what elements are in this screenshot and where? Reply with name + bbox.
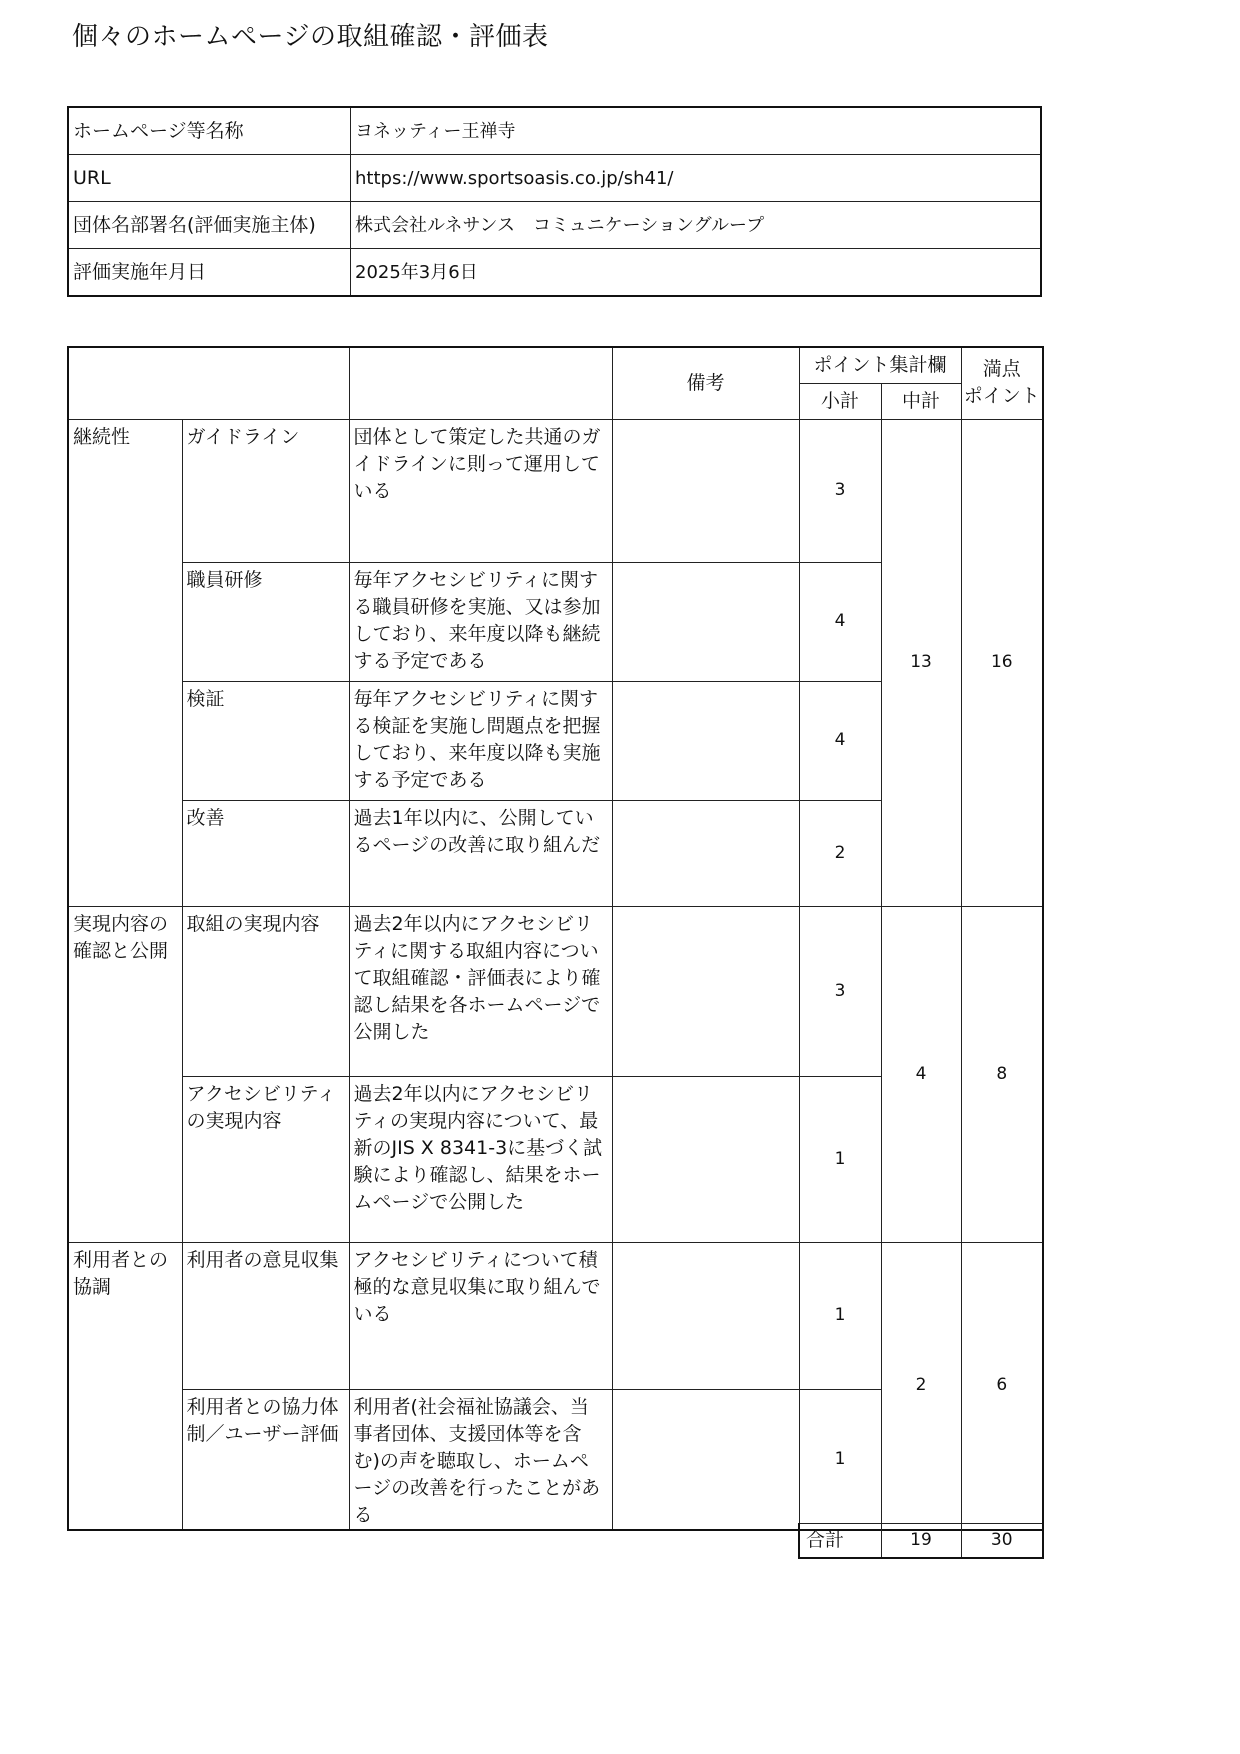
info-label: 団体名部署名(評価実施主体) (68, 202, 351, 249)
item-description: 団体として策定した共通のガイドラインに則って運用している (349, 419, 612, 562)
total-full-points: 30 (961, 1524, 1043, 1559)
info-value-organization: 株式会社ルネサンス コミュニケーショングループ (351, 202, 1042, 249)
total-midtotal: 19 (881, 1524, 961, 1559)
item-description: アクセシビリティについて積極的な意見収集に取り組んでいる (349, 1242, 612, 1389)
item-subtotal: 1 (799, 1076, 881, 1242)
info-label: URL (68, 155, 351, 202)
table-row (68, 419, 1043, 562)
item-name: 取組の実現内容 (182, 906, 349, 1076)
info-label: ホームページ等名称 (68, 107, 351, 155)
total-label: 合計 (799, 1524, 881, 1559)
item-remarks (612, 1076, 799, 1242)
item-description: 利用者(社会福祉協議会、当事者団体、支援団体等を含む)の声を聴取し、ホームページの改善を行ったことがある (349, 1389, 612, 1530)
item-name: ガイドライン (182, 419, 349, 562)
item-remarks (612, 419, 799, 562)
group-full-points: 16 (961, 419, 1043, 906)
header-remarks: 備考 (612, 347, 799, 419)
info-row-name (68, 107, 1041, 155)
item-name: 改善 (182, 800, 349, 906)
item-subtotal: 3 (799, 419, 881, 562)
info-row-url (68, 155, 1041, 202)
item-remarks (612, 562, 799, 681)
total-row (798, 1523, 1044, 1559)
item-remarks (612, 1389, 799, 1530)
item-description: 過去2年以内にアクセシビリティに関する取組内容について取組確認・評価表により確認し結果を各ホームページで公開した (349, 906, 612, 1076)
item-subtotal: 1 (799, 1242, 881, 1389)
item-name: 利用者の意見収集 (182, 1242, 349, 1389)
category-cell: 継続性 (68, 419, 182, 906)
item-remarks (612, 906, 799, 1076)
group-full-points: 8 (961, 906, 1043, 1242)
header-blank (68, 347, 349, 419)
item-name: 職員研修 (182, 562, 349, 681)
info-value-url: https://www.sportsoasis.co.jp/sh41/ (351, 155, 1042, 202)
info-value-homepage-name: ヨネッティー王禅寺 (351, 107, 1042, 155)
page-title: 個々のホームページの取組確認・評価表 (72, 22, 549, 52)
header-points-group: ポイント集計欄 (799, 347, 961, 383)
header-subtotal: 小計 (799, 383, 881, 419)
item-description: 過去1年以内に、公開しているページの改善に取り組んだ (349, 800, 612, 906)
item-subtotal: 1 (799, 1389, 881, 1530)
item-subtotal: 4 (799, 562, 881, 681)
item-remarks (612, 800, 799, 906)
info-value-date: 2025年3月6日 (351, 249, 1042, 297)
item-subtotal: 2 (799, 800, 881, 906)
header-midtotal: 中計 (881, 383, 961, 419)
item-remarks (612, 1242, 799, 1389)
item-subtotal: 4 (799, 681, 881, 800)
header-full-points (961, 347, 1043, 419)
info-row-organization (68, 202, 1041, 249)
item-name: 利用者との協力体制／ユーザー評価 (182, 1389, 349, 1530)
info-label: 評価実施年月日 (68, 249, 351, 297)
category-cell: 利用者との協調 (68, 1242, 182, 1530)
info-row-date (68, 249, 1041, 297)
info-table (67, 106, 1042, 297)
item-name: アクセシビリティの実現内容 (182, 1076, 349, 1242)
item-description: 毎年アクセシビリティに関する職員研修を実施、又は参加しており、来年度以降も継続する予定である (349, 562, 612, 681)
item-description: 毎年アクセシビリティに関する検証を実施し問題点を把握しており、来年度以降も実施する予定である (349, 681, 612, 800)
table-row (68, 1242, 1043, 1389)
group-midtotal: 13 (881, 419, 961, 906)
header-full-points-line2: ポイント (963, 385, 1040, 408)
item-subtotal: 3 (799, 906, 881, 1076)
item-name: 検証 (182, 681, 349, 800)
header-full-points-line1: 満点 (982, 358, 1021, 381)
table-row (68, 906, 1043, 1076)
category-cell: 実現内容の確認と公開 (68, 906, 182, 1242)
group-midtotal: 2 (881, 1242, 961, 1530)
item-remarks (612, 681, 799, 800)
evaluation-table (67, 346, 1044, 1531)
item-description: 過去2年以内にアクセシビリティの実現内容について、最新のJIS X 8341-3に基づく試験により確認し、結果をホームページで公開した (349, 1076, 612, 1242)
group-full-points: 6 (961, 1242, 1043, 1530)
group-midtotal: 4 (881, 906, 961, 1242)
header-blank (349, 347, 612, 419)
